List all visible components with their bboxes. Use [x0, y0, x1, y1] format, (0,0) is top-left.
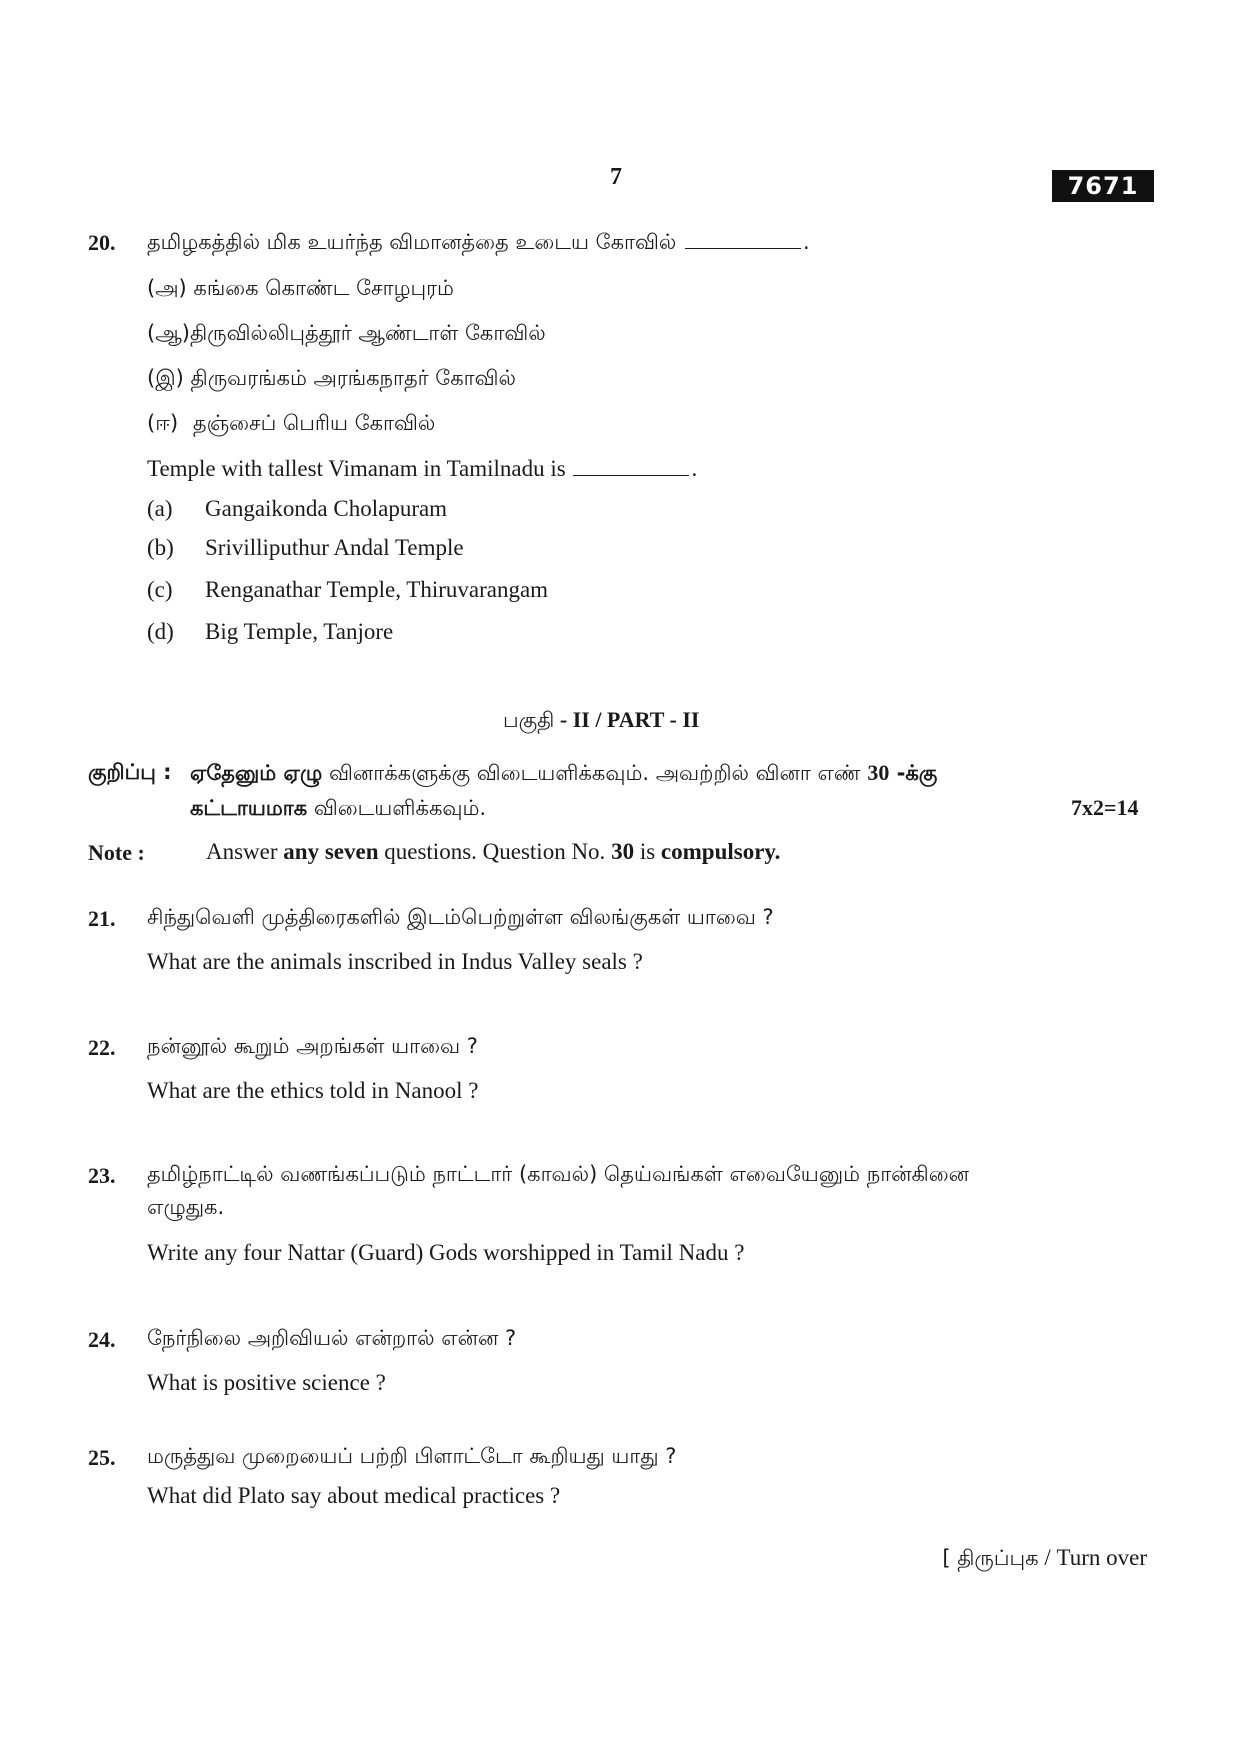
option-label: (a) — [147, 496, 173, 521]
q23-english: Write any four Nattar (Guard) Gods worshipped in Tamil Nadu ? — [147, 1240, 745, 1265]
note-text: is — [634, 839, 661, 864]
marks-allocation: 7x2=14 — [1071, 795, 1139, 820]
note-text: Answer — [206, 839, 284, 864]
q21-tamil: சிந்துவெளி முத்திரைகளில் இடம்பெற்றுள்ள விலங்குகள் யாவை ? — [147, 905, 774, 929]
page-number: 7 — [610, 164, 622, 190]
note-english-label: Note : — [88, 840, 145, 865]
question-number-23: 23. — [88, 1163, 116, 1188]
note-tamil-number: 30 — [867, 760, 890, 785]
q21-english: What are the animals inscribed in Indus Valley seals ? — [147, 949, 643, 974]
note-tamil-bold-suffix: -க்கு — [889, 761, 938, 785]
q20-english-option-d — [147, 619, 393, 645]
q23-tamil-continued: எழுதுக. — [147, 1195, 225, 1219]
option-text: Srivilliputhur Andal Temple — [205, 535, 464, 560]
q20-tamil-option-d — [147, 411, 435, 438]
note-bold-compulsory: compulsory. — [660, 839, 781, 864]
note-tamil-line1 — [190, 760, 937, 788]
q20-english-question-text: Temple with tallest Vimanam in Tamilnadu is — [147, 456, 566, 481]
question-number-22: 22. — [88, 1035, 116, 1060]
note-english-text — [206, 839, 780, 865]
q24-english: What is positive science ? — [147, 1370, 386, 1395]
q20-english-option-b — [147, 535, 464, 561]
paper-code-badge: 7671 — [1052, 170, 1154, 202]
q20-tamil-option-c — [147, 366, 516, 393]
answer-blank — [685, 247, 801, 249]
q20-tamil-option-b — [147, 321, 546, 348]
note-tamil-bold: ஏதேனும் ஏழு — [190, 761, 323, 785]
q20-english-question: Temple with tallest Vimanam in Tamilnadu is . — [147, 456, 698, 481]
q24-tamil: நேர்நிலை அறிவியல் என்றால் என்ன ? — [147, 1326, 517, 1350]
option-text: Big Temple, Tanjore — [205, 619, 394, 644]
q20-tamil-option-a — [147, 276, 454, 303]
question-number-20: 20. — [88, 230, 116, 255]
q22-tamil: நன்னூல் கூறும் அறங்கள் யாவை ? — [147, 1034, 478, 1058]
option-label: (b) — [147, 535, 174, 560]
option-label: (ஆ) — [147, 321, 190, 345]
note-tamil-label: குறிப்பு : — [88, 760, 172, 784]
question-number-21: 21. — [88, 906, 116, 931]
option-text: Gangaikonda Cholapuram — [205, 496, 448, 521]
q20-tamil-question-text: தமிழகத்தில் மிக உயர்ந்த விமானத்தை உடைய கோவில் — [147, 230, 677, 254]
q25-english: What did Plato say about medical practices ? — [147, 1483, 561, 1508]
turn-over-tamil: [ திருப்புக — [942, 1546, 1039, 1570]
option-text: Renganathar Temple, Thiruvarangam — [205, 577, 549, 602]
question-number-24: 24. — [88, 1327, 116, 1352]
part-heading — [503, 707, 699, 735]
option-label: (d) — [147, 619, 174, 644]
q20-english-option-c — [147, 577, 548, 603]
note-tamil-text: வினாக்களுக்கு விடையளிக்கவும். அவற்றில் வினா எண் — [322, 761, 868, 785]
option-label: (ஈ) — [147, 411, 179, 435]
note-bold-any-seven: any seven — [283, 839, 379, 864]
answer-blank — [573, 474, 689, 476]
q20-tamil-question: தமிழகத்தில் மிக உயர்ந்த விமானத்தை உடைய கோவில் . — [147, 230, 810, 254]
option-text: திருவில்லிபுத்தூர் ஆண்டாள் கோவில் — [189, 321, 546, 345]
q22-english: What are the ethics told in Nanool ? — [147, 1078, 479, 1103]
turn-over-english: / Turn over — [1038, 1545, 1147, 1570]
question-number-25: 25. — [88, 1445, 116, 1470]
option-text: தஞ்சைப் பெரிய கோவில் — [192, 411, 436, 435]
option-label: (இ) — [147, 366, 184, 390]
q23-tamil: தமிழ்நாட்டில் வணங்கப்படும் நாட்டார் (காவல்) தெய்வங்கள் எவையேனும் நான்கினை — [147, 1162, 969, 1186]
note-tamil-line2 — [190, 796, 486, 823]
part-heading-tamil: பகுதி — [503, 708, 555, 732]
turn-over-note — [942, 1545, 1147, 1573]
note-tamil-text-end: விடையளிக்கவும். — [307, 796, 487, 820]
note-bold-number: 30 — [611, 839, 635, 864]
note-text: questions. Question No. — [378, 839, 612, 864]
option-label: (c) — [147, 577, 173, 602]
note-tamil-bold-compulsory: கட்டாயமாக — [190, 796, 308, 820]
q20-english-option-a — [147, 496, 447, 522]
part-heading-english: - II / PART - II — [554, 707, 700, 732]
option-text: திருவரங்கம் அரங்கநாதர் கோவில் — [190, 366, 516, 390]
q25-tamil: மருத்துவ முறையைப் பற்றி பிளாட்டோ கூறியது யாது ? — [147, 1444, 677, 1468]
option-text: கங்கை கொண்ட சோழபுரம் — [193, 276, 454, 300]
option-label: (அ) — [147, 276, 187, 300]
